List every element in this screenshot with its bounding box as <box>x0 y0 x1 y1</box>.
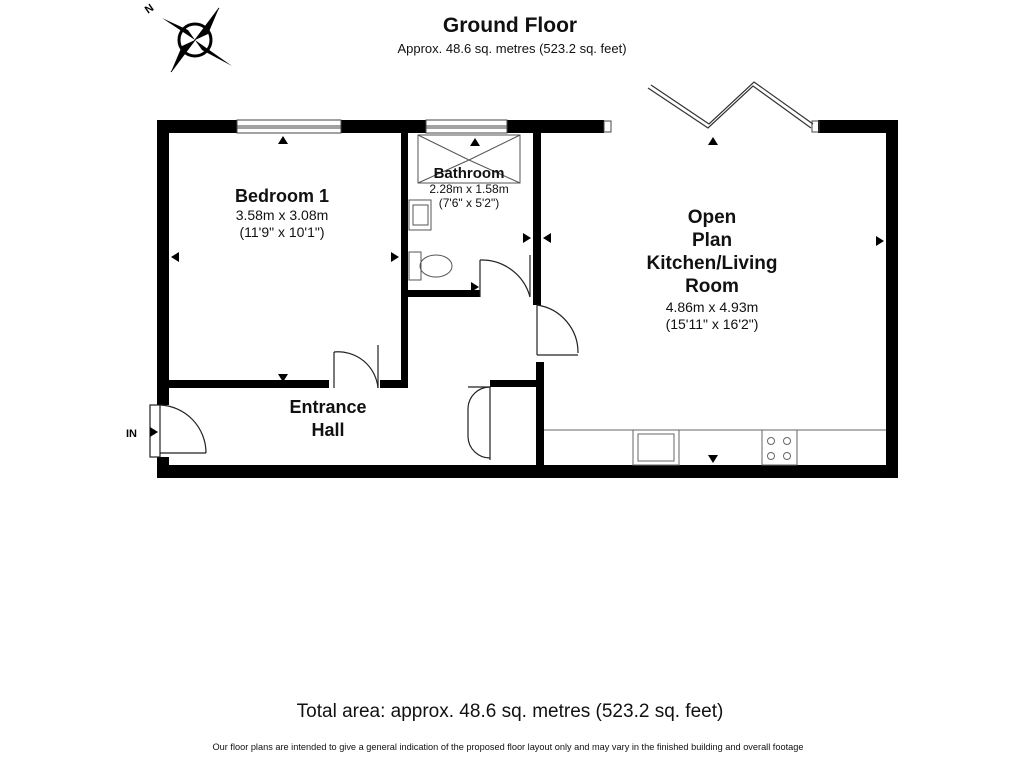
room-bedroom <box>235 186 329 240</box>
kitchen-name-line-3: Kitchen/Living <box>646 253 778 274</box>
hob <box>762 430 797 465</box>
kitchen-name-line-4: Room <box>685 276 739 297</box>
floor-area-subtitle: Approx. 48.6 sq. metres (523.2 sq. feet) <box>397 41 627 56</box>
entry-label: IN <box>126 428 137 440</box>
compass-north-label: N <box>142 2 157 17</box>
bathroom-name: Bathroom <box>433 165 505 182</box>
room-bathroom <box>429 165 508 210</box>
bedroom-dim-metric: 3.58m x 3.08m <box>235 207 329 223</box>
room-entrance-hall <box>289 397 366 440</box>
doors <box>150 255 578 460</box>
kitchen-name-line-1: Open <box>687 207 737 228</box>
walls <box>157 120 898 478</box>
hall-name-line-1: Entrance <box>289 397 367 417</box>
bedroom-name: Bedroom 1 <box>234 186 330 206</box>
disclaimer-text: Our floor plans are intended to give a general indication of the proposed floor layout only and may vary in the finished building and overall footage <box>212 742 804 752</box>
toilet <box>409 252 421 280</box>
hall-name-line-2: Hall <box>311 420 345 440</box>
bathroom-dim-imperial: (7'6" x 5'2") <box>438 196 500 210</box>
room-kitchen-living <box>647 207 778 332</box>
compass-rose-icon <box>143 2 232 72</box>
bifold-doors <box>648 82 813 128</box>
kitchen-name-line-2: Plan <box>691 230 733 251</box>
bedroom-dim-imperial: (11'9" x 10'1") <box>239 224 325 240</box>
bathroom-dim-metric: 2.28m x 1.58m <box>429 182 509 196</box>
kitchen-dim-metric: 4.86m x 4.93m <box>665 299 759 315</box>
floor-title: Ground Floor <box>442 14 578 37</box>
kitchen-dim-imperial: (15'11" x 16'2") <box>665 316 759 332</box>
total-area: Total area: approx. 48.6 sq. metres (523.2 sq. feet) <box>296 701 724 722</box>
kitchen-sink <box>633 430 679 465</box>
